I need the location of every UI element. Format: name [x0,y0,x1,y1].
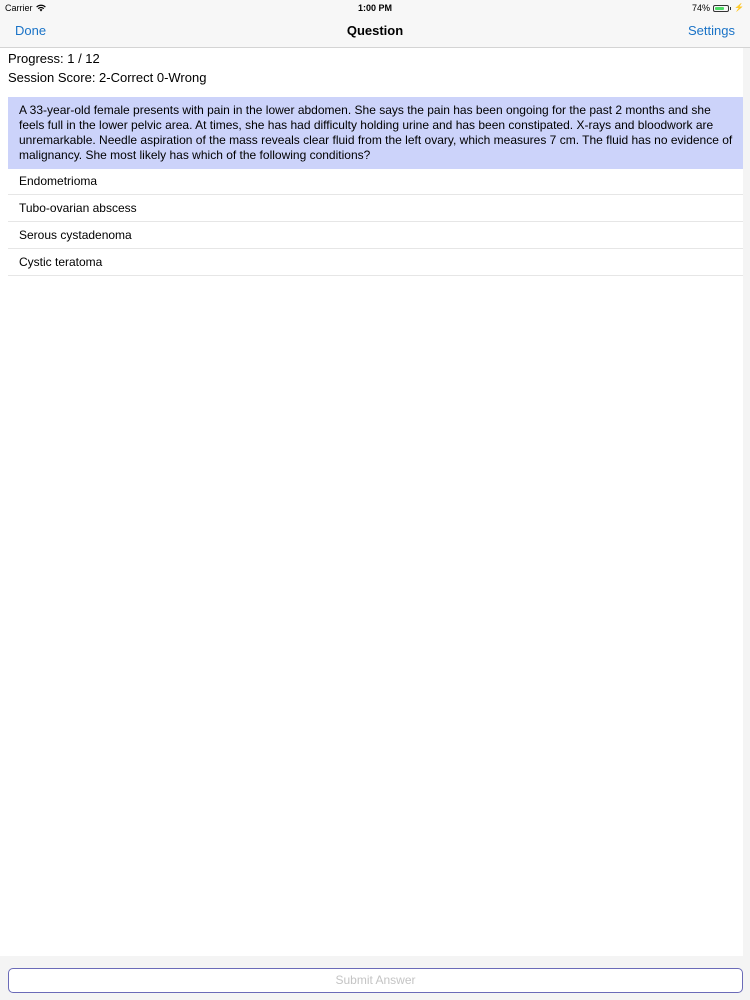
answer-option[interactable]: Cystic teratoma [8,249,743,276]
answer-option[interactable]: Endometrioma [8,168,743,195]
question-content [0,48,750,956]
progress-label: Progress: 1 / 12 [8,51,100,66]
submit-answer-button[interactable]: Submit Answer [8,968,743,993]
carrier-label: Carrier [5,3,33,13]
navigation-bar [0,16,750,48]
scroll-gutter [743,48,750,956]
battery-info [692,0,744,16]
status-bar [0,0,750,16]
settings-button[interactable]: Settings [688,23,735,38]
battery-icon [713,5,729,12]
battery-percent: 74% [692,3,711,13]
done-button[interactable]: Done [15,23,47,38]
answer-option[interactable]: Tubo-ovarian abscess [8,195,743,222]
page-title: Question [346,23,404,38]
footer-bar [0,956,750,1000]
answer-option[interactable]: Serous cystadenoma [8,222,743,249]
answer-list [8,168,743,276]
charging-bolt-icon: ⚡ [734,3,744,12]
question-text: A 33-year-old female presents with pain in the lower abdomen. She says the pain has been ongoing for the past 2 months and she feels full in the lower pelvic area. At times, she has had difficulty holding urine and has been constipated. X-rays and bloodwork are unremarkable. Needle aspiration of the mass reveals clear fluid from the left ovary, which measures 7 cm. The fluid has no evidence of malignancy. She most likely has which of the following conditions? [8,97,743,169]
status-time: 1:00 PM [357,3,392,13]
session-score-label: Session Score: 2-Correct 0-Wrong [8,70,207,85]
